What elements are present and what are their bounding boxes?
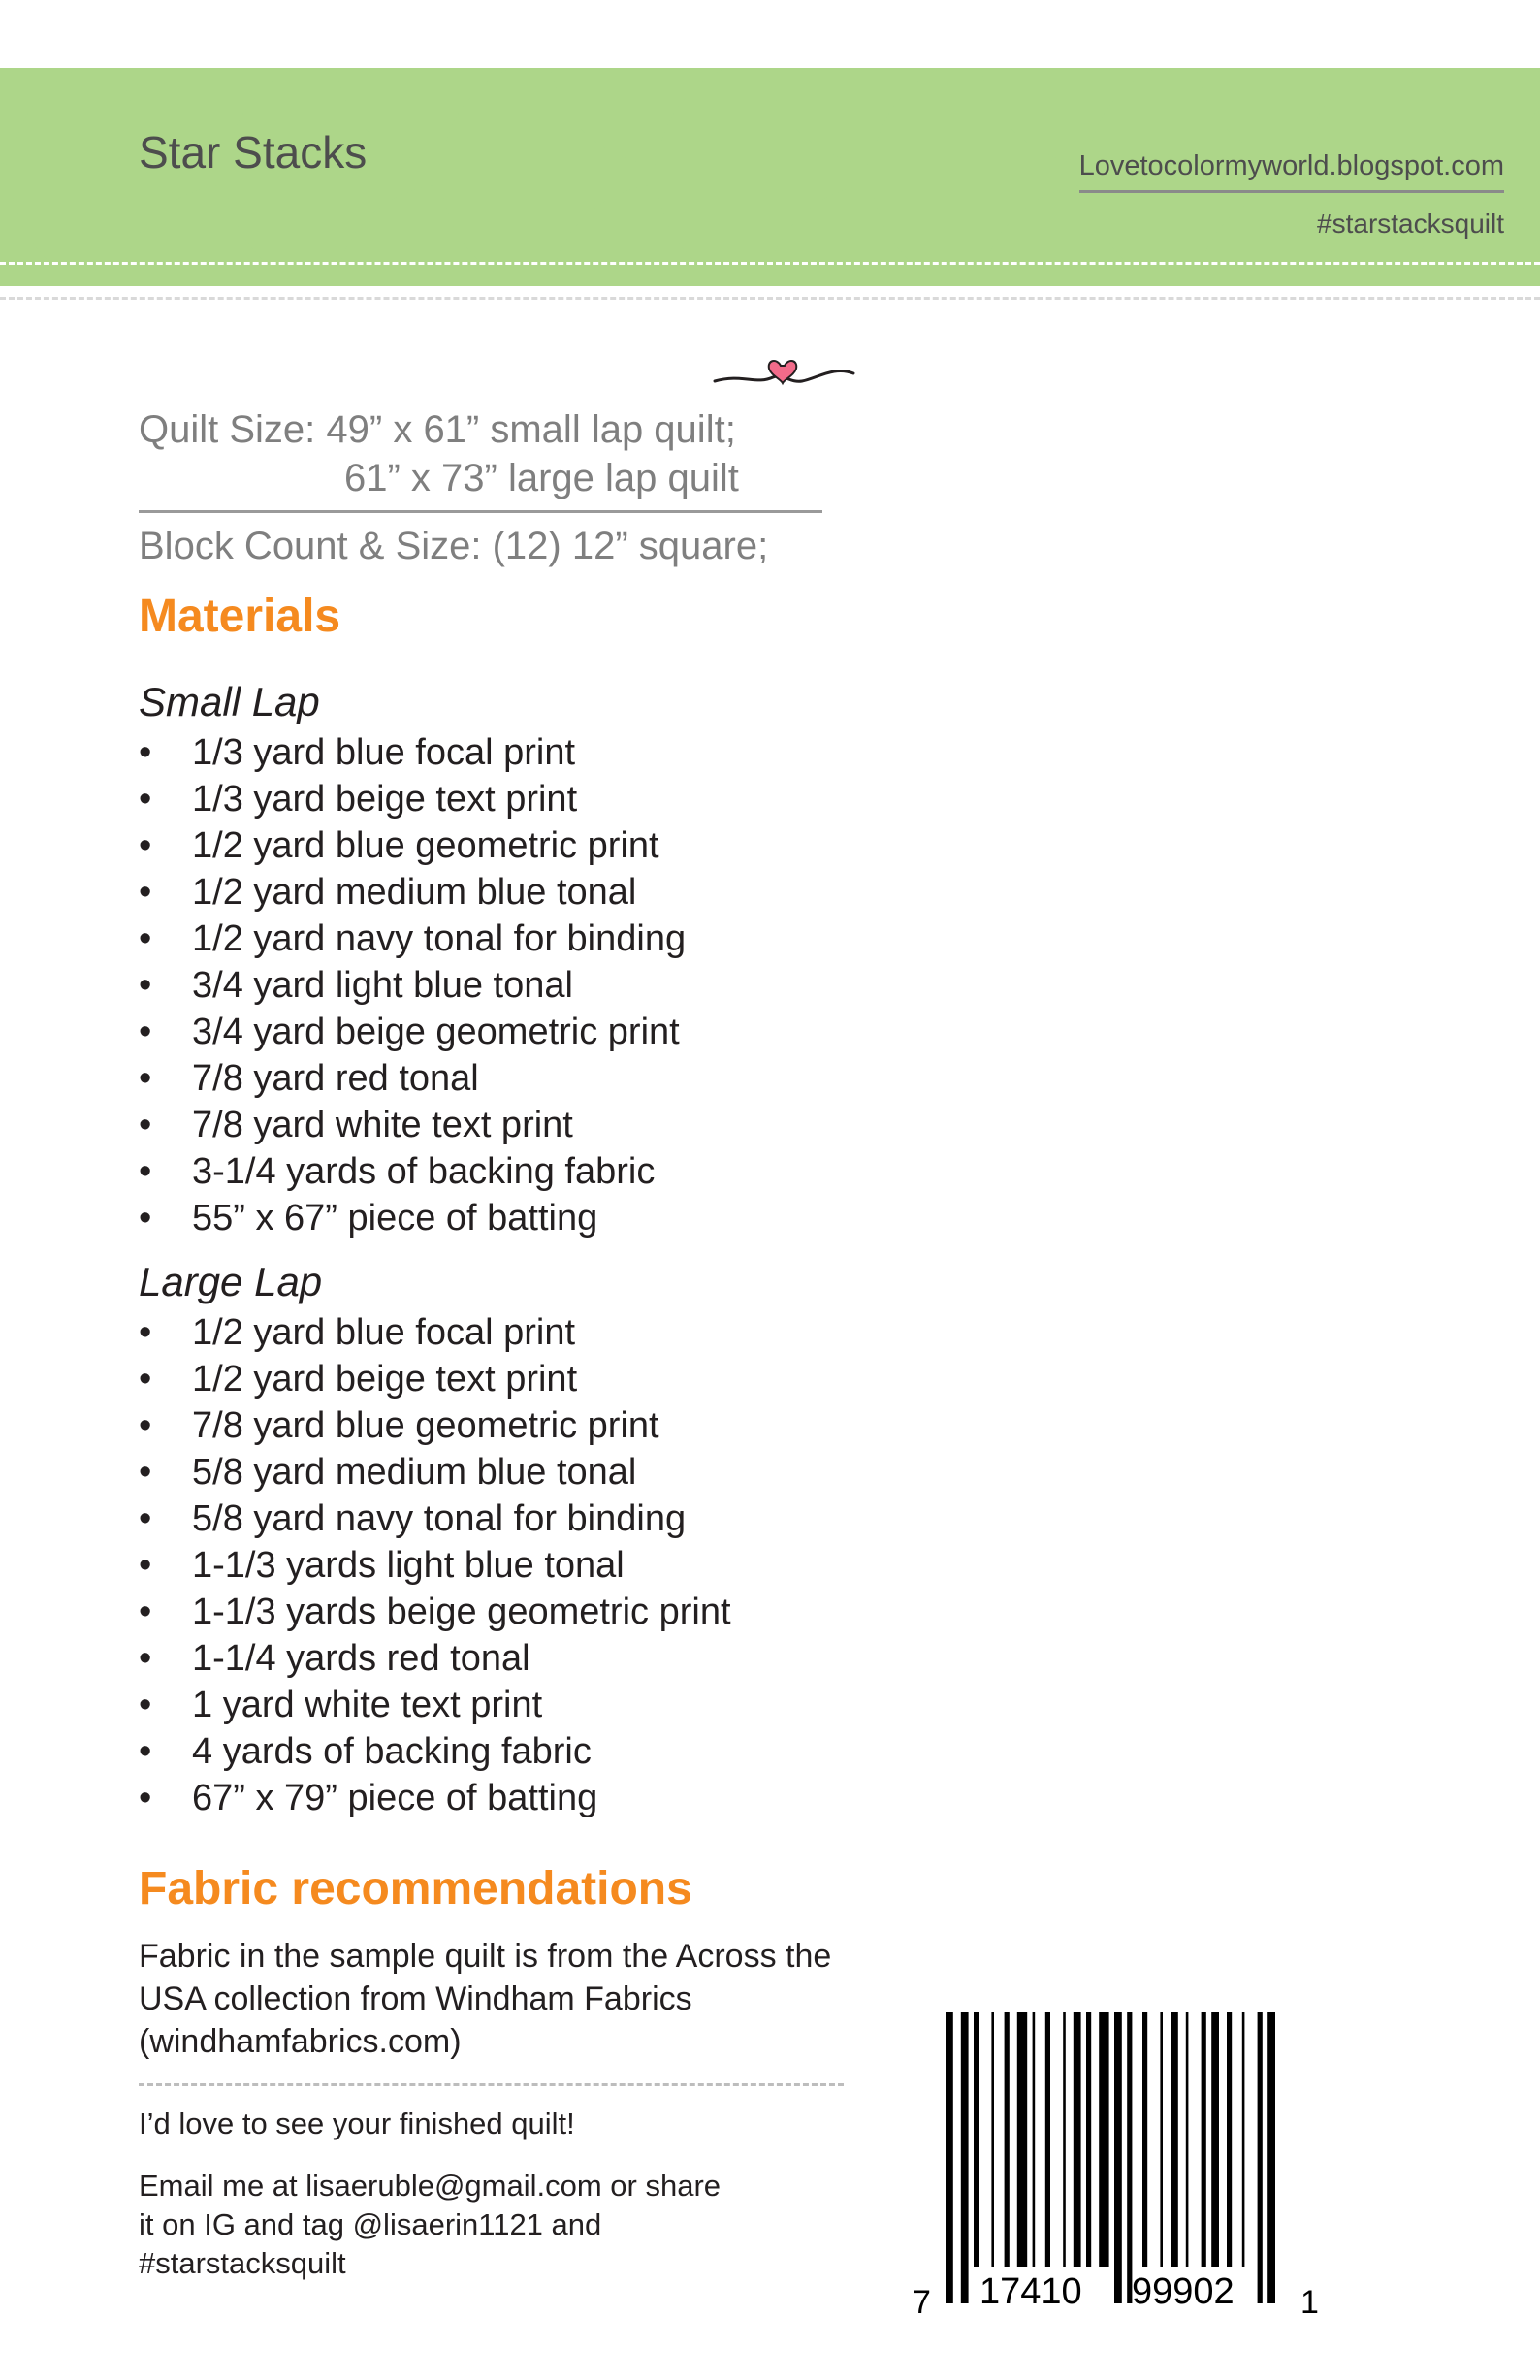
heart-doodle-icon xyxy=(713,344,858,393)
list-item-text: 7/8 yard white text print xyxy=(192,1105,573,1145)
list-item xyxy=(139,776,686,822)
list-item xyxy=(139,1682,731,1728)
list-item xyxy=(139,1775,731,1821)
list-item-text: 1/2 yard blue focal print xyxy=(192,1312,576,1353)
barcode-bar xyxy=(1227,2012,1232,2267)
list-item xyxy=(139,1496,731,1542)
bullet-icon: • xyxy=(139,732,152,773)
barcode-digit-left: 7 xyxy=(913,2284,931,2321)
list-item xyxy=(139,1309,731,1356)
barcode-bar xyxy=(961,2012,969,2303)
barcode-bar xyxy=(1033,2012,1036,2267)
barcode-bar xyxy=(1211,2012,1219,2267)
bullet-icon: • xyxy=(139,1731,152,1772)
bullet-icon: • xyxy=(139,1012,152,1052)
quilt-size xyxy=(139,405,739,502)
quilt-size-line2: 61” x 73” large lap quilt xyxy=(344,457,739,499)
love-to-see-text: I’d love to see your finished quilt! xyxy=(139,2107,575,2140)
list-item-text: 5/8 yard navy tonal for binding xyxy=(192,1498,687,1539)
barcode-bar xyxy=(1017,2012,1027,2267)
list-item-text: 1-1/4 yards red tonal xyxy=(192,1638,530,1679)
bullet-icon: • xyxy=(139,1452,152,1493)
list-item-text: 3/4 yard light blue tonal xyxy=(192,965,573,1006)
list-item xyxy=(139,1402,731,1449)
large-lap-list xyxy=(139,1309,731,1821)
barcode xyxy=(907,2012,1319,2328)
bullet-icon: • xyxy=(139,918,152,959)
barcode-group-1: 17410 xyxy=(979,2271,1082,2312)
list-item xyxy=(139,869,686,916)
materials-heading: Materials xyxy=(139,591,341,642)
bullet-icon: • xyxy=(139,1592,152,1632)
banner-stitch-line xyxy=(0,262,1540,265)
barcode-digit-right: 1 xyxy=(1300,2284,1319,2321)
hashtag-text: #starstacksquilt xyxy=(1317,209,1504,239)
list-item-text: 1/2 yard beige text print xyxy=(192,1359,578,1399)
bullet-icon: • xyxy=(139,872,152,913)
list-item-text: 1/3 yard beige text print xyxy=(192,779,578,820)
bullet-icon: • xyxy=(139,965,152,1006)
list-item-text: 1/2 yard navy tonal for binding xyxy=(192,918,687,959)
blog-url-link[interactable]: Lovetocolormyworld.blogspot.com xyxy=(1079,150,1504,193)
barcode-bar xyxy=(1202,2012,1206,2267)
list-item xyxy=(139,729,686,776)
list-item-text: 1-1/3 yards light blue tonal xyxy=(192,1545,625,1586)
bullet-icon: • xyxy=(139,1638,152,1679)
fabric-recommendations-text: Fabric in the sample quilt is from the Across the USA collection from Windham Fabrics (windhamfabrics.com) xyxy=(139,1938,832,2060)
barcode-bar xyxy=(1005,2012,1010,2267)
list-item-text: 55” x 67” piece of batting xyxy=(192,1198,598,1238)
list-item xyxy=(139,1728,731,1775)
barcode-bar xyxy=(1242,2012,1245,2267)
bullet-icon: • xyxy=(139,1359,152,1399)
block-count: Block Count & Size: (12) 12” square; xyxy=(139,525,769,567)
list-item-text: 7/8 yard blue geometric print xyxy=(192,1405,659,1446)
list-item xyxy=(139,1589,731,1635)
list-item xyxy=(139,1542,731,1589)
small-lap-heading: Small Lap xyxy=(139,679,320,724)
bullet-icon: • xyxy=(139,825,152,866)
small-lap-list xyxy=(139,729,686,1241)
barcode-bar xyxy=(1160,2012,1163,2267)
barcode-bar xyxy=(1142,2012,1147,2267)
barcode-bar xyxy=(1171,2012,1178,2267)
list-item xyxy=(139,1009,686,1055)
list-item-text: 3/4 yard beige geometric print xyxy=(192,1012,680,1052)
list-item-text: 4 yards of backing fabric xyxy=(192,1731,592,1772)
barcode-group-2: 99902 xyxy=(1132,2271,1235,2312)
list-item-text: 5/8 yard medium blue tonal xyxy=(192,1452,637,1493)
list-item-text: 3-1/4 yards of backing fabric xyxy=(192,1151,656,1192)
list-item xyxy=(139,916,686,962)
list-item-text: 1-1/3 yards beige geometric print xyxy=(192,1592,731,1632)
fabric-recommendations-heading: Fabric recommendations xyxy=(139,1863,692,1914)
barcode-bar xyxy=(1114,2012,1122,2303)
bullet-icon: • xyxy=(139,1778,152,1818)
bullet-icon: • xyxy=(139,1198,152,1238)
list-item-text: 67” x 79” piece of batting xyxy=(192,1778,598,1818)
list-item xyxy=(139,1055,686,1102)
bullet-icon: • xyxy=(139,779,152,820)
barcode-bar xyxy=(1258,2012,1263,2303)
footer-divider xyxy=(139,2083,844,2086)
pattern-title: Star Stacks xyxy=(139,127,368,177)
barcode-bar xyxy=(1074,2012,1081,2267)
barcode-bar xyxy=(1186,2012,1189,2267)
bullet-icon: • xyxy=(139,1498,152,1539)
bullet-icon: • xyxy=(139,1405,152,1446)
barcode-bar xyxy=(1099,2012,1108,2267)
barcode-bar xyxy=(946,2012,953,2303)
list-item-text: 1 yard white text print xyxy=(192,1685,543,1725)
list-item-text: 1/2 yard blue geometric print xyxy=(192,825,659,866)
list-item-text: 1/3 yard blue focal print xyxy=(192,732,576,773)
list-item-text: 1/2 yard medium blue tonal xyxy=(192,872,637,913)
large-lap-heading: Large Lap xyxy=(139,1259,323,1304)
list-item xyxy=(139,1449,731,1496)
quilt-size-line1: Quilt Size: 49” x 61” small lap quilt; xyxy=(139,408,736,451)
list-item xyxy=(139,1635,731,1682)
barcode-bar xyxy=(1267,2012,1275,2303)
barcode-bar xyxy=(1086,2012,1091,2267)
bullet-icon: • xyxy=(139,1151,152,1192)
barcode-bar xyxy=(1045,2012,1050,2267)
list-item xyxy=(139,962,686,1009)
stitch-divider xyxy=(0,297,1540,300)
bullet-icon: • xyxy=(139,1545,152,1586)
contact-text: Email me at lisaeruble@gmail.com or share it on IG and tag @lisaerin1121 and #starstacksquilt xyxy=(139,2169,722,2280)
list-item xyxy=(139,1195,686,1241)
barcode-bar xyxy=(1063,2012,1066,2267)
list-item xyxy=(139,1148,686,1195)
list-item xyxy=(139,1102,686,1148)
list-item-text: 7/8 yard red tonal xyxy=(192,1058,479,1099)
header-banner xyxy=(0,68,1540,286)
bullet-icon: • xyxy=(139,1685,152,1725)
bullet-icon: • xyxy=(139,1105,152,1145)
bullet-icon: • xyxy=(139,1312,152,1353)
barcode-bar xyxy=(1127,2012,1132,2303)
bullet-icon: • xyxy=(139,1058,152,1099)
list-item xyxy=(139,822,686,869)
barcode-bar xyxy=(974,2012,979,2267)
list-item xyxy=(139,1356,731,1402)
specs-divider xyxy=(139,510,822,513)
barcode-bar xyxy=(991,2012,994,2267)
